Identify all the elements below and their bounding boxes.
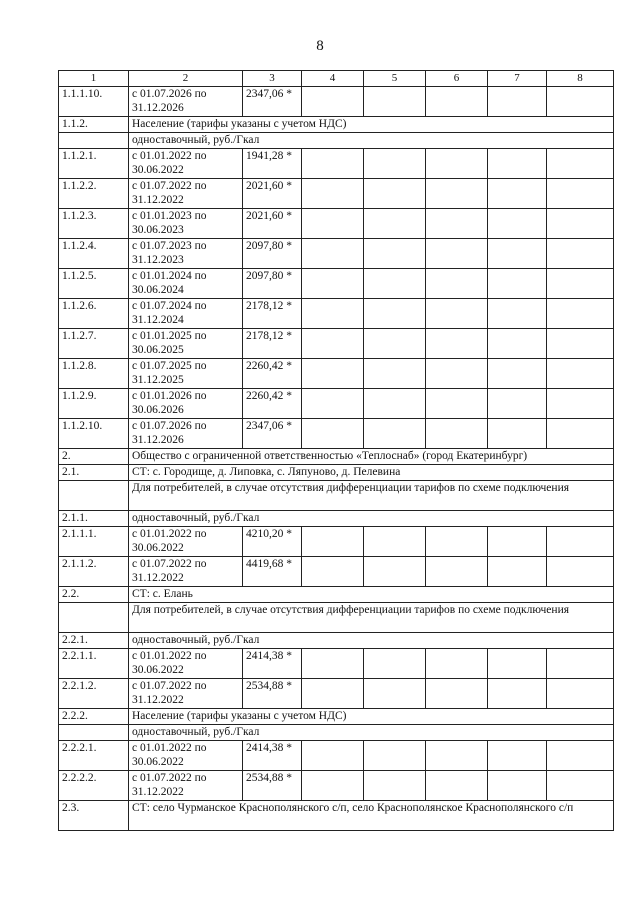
row-number: 2.2.2.2. bbox=[59, 771, 129, 801]
empty-cell bbox=[302, 649, 364, 679]
column-header: 8 bbox=[547, 71, 614, 87]
tariff-value: 2021,60 * bbox=[243, 179, 302, 209]
period-end: 31.12.2026 bbox=[132, 434, 184, 446]
section-text: одноставочный, руб./Гкал bbox=[129, 725, 614, 741]
empty-cell bbox=[488, 179, 547, 209]
period-cell bbox=[129, 771, 243, 801]
row-number bbox=[59, 481, 129, 511]
empty-cell bbox=[302, 389, 364, 419]
table-row bbox=[59, 87, 614, 117]
empty-cell bbox=[364, 239, 426, 269]
table-row bbox=[59, 725, 614, 741]
tariff-value: 2414,38 * bbox=[243, 649, 302, 679]
empty-cell bbox=[547, 359, 614, 389]
table-row bbox=[59, 801, 614, 831]
empty-cell bbox=[364, 741, 426, 771]
empty-cell bbox=[364, 419, 426, 449]
table-row bbox=[59, 527, 614, 557]
section-text: Население (тарифы указаны с учетом НДС) bbox=[129, 117, 614, 133]
period-end: 31.12.2022 bbox=[132, 694, 184, 706]
empty-cell bbox=[426, 679, 488, 709]
tariff-value: 4419,68 * bbox=[243, 557, 302, 587]
empty-cell bbox=[364, 679, 426, 709]
empty-cell bbox=[547, 87, 614, 117]
empty-cell bbox=[547, 269, 614, 299]
empty-cell bbox=[302, 329, 364, 359]
row-number: 1.1.2.9. bbox=[59, 389, 129, 419]
empty-cell bbox=[547, 557, 614, 587]
section-text: Для потребителей, в случае отсутствия дифференциации тарифов по схеме подключения bbox=[129, 481, 614, 511]
empty-cell bbox=[547, 741, 614, 771]
table-row bbox=[59, 117, 614, 133]
row-number: 2.1.1. bbox=[59, 511, 129, 527]
empty-cell bbox=[364, 209, 426, 239]
tariff-value: 2347,06 * bbox=[243, 419, 302, 449]
table-row bbox=[59, 209, 614, 239]
period-end: 30.06.2022 bbox=[132, 664, 184, 676]
period-end: 31.12.2026 bbox=[132, 102, 184, 114]
empty-cell bbox=[488, 389, 547, 419]
period-start: с 01.07.2022 по bbox=[132, 772, 207, 784]
empty-cell bbox=[302, 149, 364, 179]
tariff-table bbox=[58, 70, 614, 831]
table-row bbox=[59, 633, 614, 649]
period-cell bbox=[129, 149, 243, 179]
table-row bbox=[59, 149, 614, 179]
empty-cell bbox=[302, 771, 364, 801]
row-number: 2.2.2.1. bbox=[59, 741, 129, 771]
section-text: СТ: с. Городище, д. Липовка, с. Ляпуново, д. Пелевина bbox=[129, 465, 614, 481]
row-number: 2.3. bbox=[59, 801, 129, 831]
empty-cell bbox=[547, 149, 614, 179]
table-row bbox=[59, 449, 614, 465]
table-row bbox=[59, 179, 614, 209]
empty-cell bbox=[488, 359, 547, 389]
empty-cell bbox=[488, 87, 547, 117]
empty-cell bbox=[426, 557, 488, 587]
period-end: 30.06.2022 bbox=[132, 164, 184, 176]
period-start: с 01.01.2022 по bbox=[132, 528, 207, 540]
tariff-value: 2178,12 * bbox=[243, 329, 302, 359]
empty-cell bbox=[547, 329, 614, 359]
header-row bbox=[59, 71, 614, 87]
empty-cell bbox=[364, 269, 426, 299]
empty-cell bbox=[547, 679, 614, 709]
row-number bbox=[59, 603, 129, 633]
table-row bbox=[59, 329, 614, 359]
period-cell bbox=[129, 269, 243, 299]
empty-cell bbox=[364, 527, 426, 557]
empty-cell bbox=[364, 389, 426, 419]
table-row bbox=[59, 299, 614, 329]
section-text: одноставочный, руб./Гкал bbox=[129, 511, 614, 527]
table-row bbox=[59, 649, 614, 679]
empty-cell bbox=[488, 299, 547, 329]
row-number bbox=[59, 725, 129, 741]
table-row bbox=[59, 603, 614, 633]
empty-cell bbox=[426, 771, 488, 801]
period-cell bbox=[129, 557, 243, 587]
empty-cell bbox=[364, 87, 426, 117]
section-text: СТ: село Чурманское Краснополянского с/п, село Краснополянское Краснополянского с/п bbox=[129, 801, 614, 831]
empty-cell bbox=[426, 329, 488, 359]
row-number: 2.2.2. bbox=[59, 709, 129, 725]
empty-cell bbox=[426, 389, 488, 419]
empty-cell bbox=[364, 299, 426, 329]
empty-cell bbox=[547, 419, 614, 449]
empty-cell bbox=[547, 771, 614, 801]
table-row bbox=[59, 557, 614, 587]
empty-cell bbox=[426, 269, 488, 299]
period-start: с 01.01.2026 по bbox=[132, 390, 207, 402]
empty-cell bbox=[426, 299, 488, 329]
empty-cell bbox=[364, 149, 426, 179]
section-text: одноставочный, руб./Гкал bbox=[129, 133, 614, 149]
period-cell bbox=[129, 87, 243, 117]
table-row bbox=[59, 481, 614, 511]
period-start: с 01.07.2026 по bbox=[132, 420, 207, 432]
table-row bbox=[59, 679, 614, 709]
empty-cell bbox=[547, 527, 614, 557]
row-number: 2. bbox=[59, 449, 129, 465]
empty-cell bbox=[488, 741, 547, 771]
row-number: 1.1.2.7. bbox=[59, 329, 129, 359]
empty-cell bbox=[488, 527, 547, 557]
row-number: 1.1.2.10. bbox=[59, 419, 129, 449]
column-header: 3 bbox=[243, 71, 302, 87]
period-end: 30.06.2026 bbox=[132, 404, 184, 416]
tariff-value: 2178,12 * bbox=[243, 299, 302, 329]
section-text: одноставочный, руб./Гкал bbox=[129, 633, 614, 649]
empty-cell bbox=[302, 527, 364, 557]
tariff-value: 2414,38 * bbox=[243, 741, 302, 771]
empty-cell bbox=[426, 87, 488, 117]
period-start: с 01.07.2022 по bbox=[132, 558, 207, 570]
period-cell bbox=[129, 209, 243, 239]
table-row bbox=[59, 741, 614, 771]
empty-cell bbox=[364, 329, 426, 359]
empty-cell bbox=[426, 527, 488, 557]
row-number: 1.1.2. bbox=[59, 117, 129, 133]
period-end: 30.06.2024 bbox=[132, 284, 184, 296]
row-number: 1.1.2.3. bbox=[59, 209, 129, 239]
period-start: с 01.01.2024 по bbox=[132, 270, 207, 282]
empty-cell bbox=[488, 419, 547, 449]
row-number: 2.2.1. bbox=[59, 633, 129, 649]
period-end: 30.06.2023 bbox=[132, 224, 184, 236]
period-end: 31.12.2025 bbox=[132, 374, 184, 386]
period-start: с 01.07.2023 по bbox=[132, 240, 207, 252]
period-start: с 01.07.2022 по bbox=[132, 180, 207, 192]
period-cell bbox=[129, 359, 243, 389]
row-number: 1.1.1.10. bbox=[59, 87, 129, 117]
tariff-value: 2260,42 * bbox=[243, 389, 302, 419]
column-header: 7 bbox=[488, 71, 547, 87]
table-body bbox=[59, 71, 614, 831]
empty-cell bbox=[364, 359, 426, 389]
tariff-value: 2347,06 * bbox=[243, 87, 302, 117]
period-cell bbox=[129, 389, 243, 419]
period-end: 31.12.2024 bbox=[132, 314, 184, 326]
row-number: 2.2. bbox=[59, 587, 129, 603]
empty-cell bbox=[488, 209, 547, 239]
table-row bbox=[59, 771, 614, 801]
tariff-value: 1941,28 * bbox=[243, 149, 302, 179]
empty-cell bbox=[426, 149, 488, 179]
empty-cell bbox=[488, 771, 547, 801]
table-row bbox=[59, 709, 614, 725]
empty-cell bbox=[426, 179, 488, 209]
empty-cell bbox=[302, 359, 364, 389]
period-end: 31.12.2022 bbox=[132, 194, 184, 206]
period-cell bbox=[129, 419, 243, 449]
empty-cell bbox=[302, 179, 364, 209]
period-end: 31.12.2022 bbox=[132, 572, 184, 584]
empty-cell bbox=[302, 299, 364, 329]
period-end: 31.12.2023 bbox=[132, 254, 184, 266]
empty-cell bbox=[426, 359, 488, 389]
section-text: Для потребителей, в случае отсутствия дифференциации тарифов по схеме подключения bbox=[129, 603, 614, 633]
tariff-value: 2097,80 * bbox=[243, 269, 302, 299]
empty-cell bbox=[488, 239, 547, 269]
empty-cell bbox=[302, 209, 364, 239]
empty-cell bbox=[302, 557, 364, 587]
tariff-value: 2260,42 * bbox=[243, 359, 302, 389]
period-cell bbox=[129, 741, 243, 771]
period-end: 31.12.2022 bbox=[132, 786, 184, 798]
tariff-value: 4210,20 * bbox=[243, 527, 302, 557]
table-row bbox=[59, 239, 614, 269]
empty-cell bbox=[547, 209, 614, 239]
empty-cell bbox=[302, 269, 364, 299]
table-row bbox=[59, 587, 614, 603]
period-start: с 01.01.2022 по bbox=[132, 742, 207, 754]
row-number: 2.1.1.2. bbox=[59, 557, 129, 587]
empty-cell bbox=[547, 179, 614, 209]
period-cell bbox=[129, 329, 243, 359]
empty-cell bbox=[547, 299, 614, 329]
empty-cell bbox=[488, 149, 547, 179]
empty-cell bbox=[547, 389, 614, 419]
column-header: 1 bbox=[59, 71, 129, 87]
period-start: с 01.01.2022 по bbox=[132, 650, 207, 662]
empty-cell bbox=[488, 557, 547, 587]
empty-cell bbox=[426, 239, 488, 269]
row-number: 2.2.1.2. bbox=[59, 679, 129, 709]
period-cell bbox=[129, 239, 243, 269]
empty-cell bbox=[547, 239, 614, 269]
period-start: с 01.01.2022 по bbox=[132, 150, 207, 162]
column-header: 6 bbox=[426, 71, 488, 87]
period-cell bbox=[129, 179, 243, 209]
row-number: 1.1.2.8. bbox=[59, 359, 129, 389]
empty-cell bbox=[364, 179, 426, 209]
empty-cell bbox=[302, 741, 364, 771]
table-row bbox=[59, 389, 614, 419]
period-start: с 01.07.2025 по bbox=[132, 360, 207, 372]
empty-cell bbox=[302, 679, 364, 709]
row-number: 1.1.2.6. bbox=[59, 299, 129, 329]
period-start: с 01.07.2022 по bbox=[132, 680, 207, 692]
period-start: с 01.01.2025 по bbox=[132, 330, 207, 342]
table-row bbox=[59, 133, 614, 149]
page-number: 8 bbox=[316, 38, 324, 54]
row-number: 1.1.2.4. bbox=[59, 239, 129, 269]
period-start: с 01.07.2026 по bbox=[132, 88, 207, 100]
row-number: 1.1.2.2. bbox=[59, 179, 129, 209]
empty-cell bbox=[488, 649, 547, 679]
tariff-value: 2534,88 * bbox=[243, 771, 302, 801]
empty-cell bbox=[426, 419, 488, 449]
period-cell bbox=[129, 299, 243, 329]
empty-cell bbox=[364, 649, 426, 679]
empty-cell bbox=[364, 771, 426, 801]
period-start: с 01.01.2023 по bbox=[132, 210, 207, 222]
row-number: 1.1.2.1. bbox=[59, 149, 129, 179]
period-cell bbox=[129, 679, 243, 709]
tariff-value: 2097,80 * bbox=[243, 239, 302, 269]
period-end: 30.06.2025 bbox=[132, 344, 184, 356]
table-row bbox=[59, 269, 614, 299]
tariff-value: 2021,60 * bbox=[243, 209, 302, 239]
section-text: Население (тарифы указаны с учетом НДС) bbox=[129, 709, 614, 725]
row-number: 2.2.1.1. bbox=[59, 649, 129, 679]
row-number: 2.1. bbox=[59, 465, 129, 481]
empty-cell bbox=[302, 239, 364, 269]
period-start: с 01.07.2024 по bbox=[132, 300, 207, 312]
row-number: 2.1.1.1. bbox=[59, 527, 129, 557]
empty-cell bbox=[426, 209, 488, 239]
period-end: 30.06.2022 bbox=[132, 542, 184, 554]
section-text: Общество с ограниченной ответственностью «Теплоснаб» (город Екатеринбург) bbox=[129, 449, 614, 465]
empty-cell bbox=[302, 87, 364, 117]
empty-cell bbox=[426, 741, 488, 771]
period-cell bbox=[129, 527, 243, 557]
tariff-value: 2534,88 * bbox=[243, 679, 302, 709]
empty-cell bbox=[547, 649, 614, 679]
empty-cell bbox=[488, 679, 547, 709]
column-header: 4 bbox=[302, 71, 364, 87]
empty-cell bbox=[488, 329, 547, 359]
row-number: 1.1.2.5. bbox=[59, 269, 129, 299]
section-text: СТ: с. Елань bbox=[129, 587, 614, 603]
empty-cell bbox=[426, 649, 488, 679]
table-row bbox=[59, 511, 614, 527]
column-header: 2 bbox=[129, 71, 243, 87]
empty-cell bbox=[302, 419, 364, 449]
period-end: 30.06.2022 bbox=[132, 756, 184, 768]
column-header: 5 bbox=[364, 71, 426, 87]
table-row bbox=[59, 419, 614, 449]
empty-cell bbox=[488, 269, 547, 299]
period-cell bbox=[129, 649, 243, 679]
empty-cell bbox=[364, 557, 426, 587]
table-row bbox=[59, 359, 614, 389]
row-number bbox=[59, 133, 129, 149]
table-row bbox=[59, 465, 614, 481]
